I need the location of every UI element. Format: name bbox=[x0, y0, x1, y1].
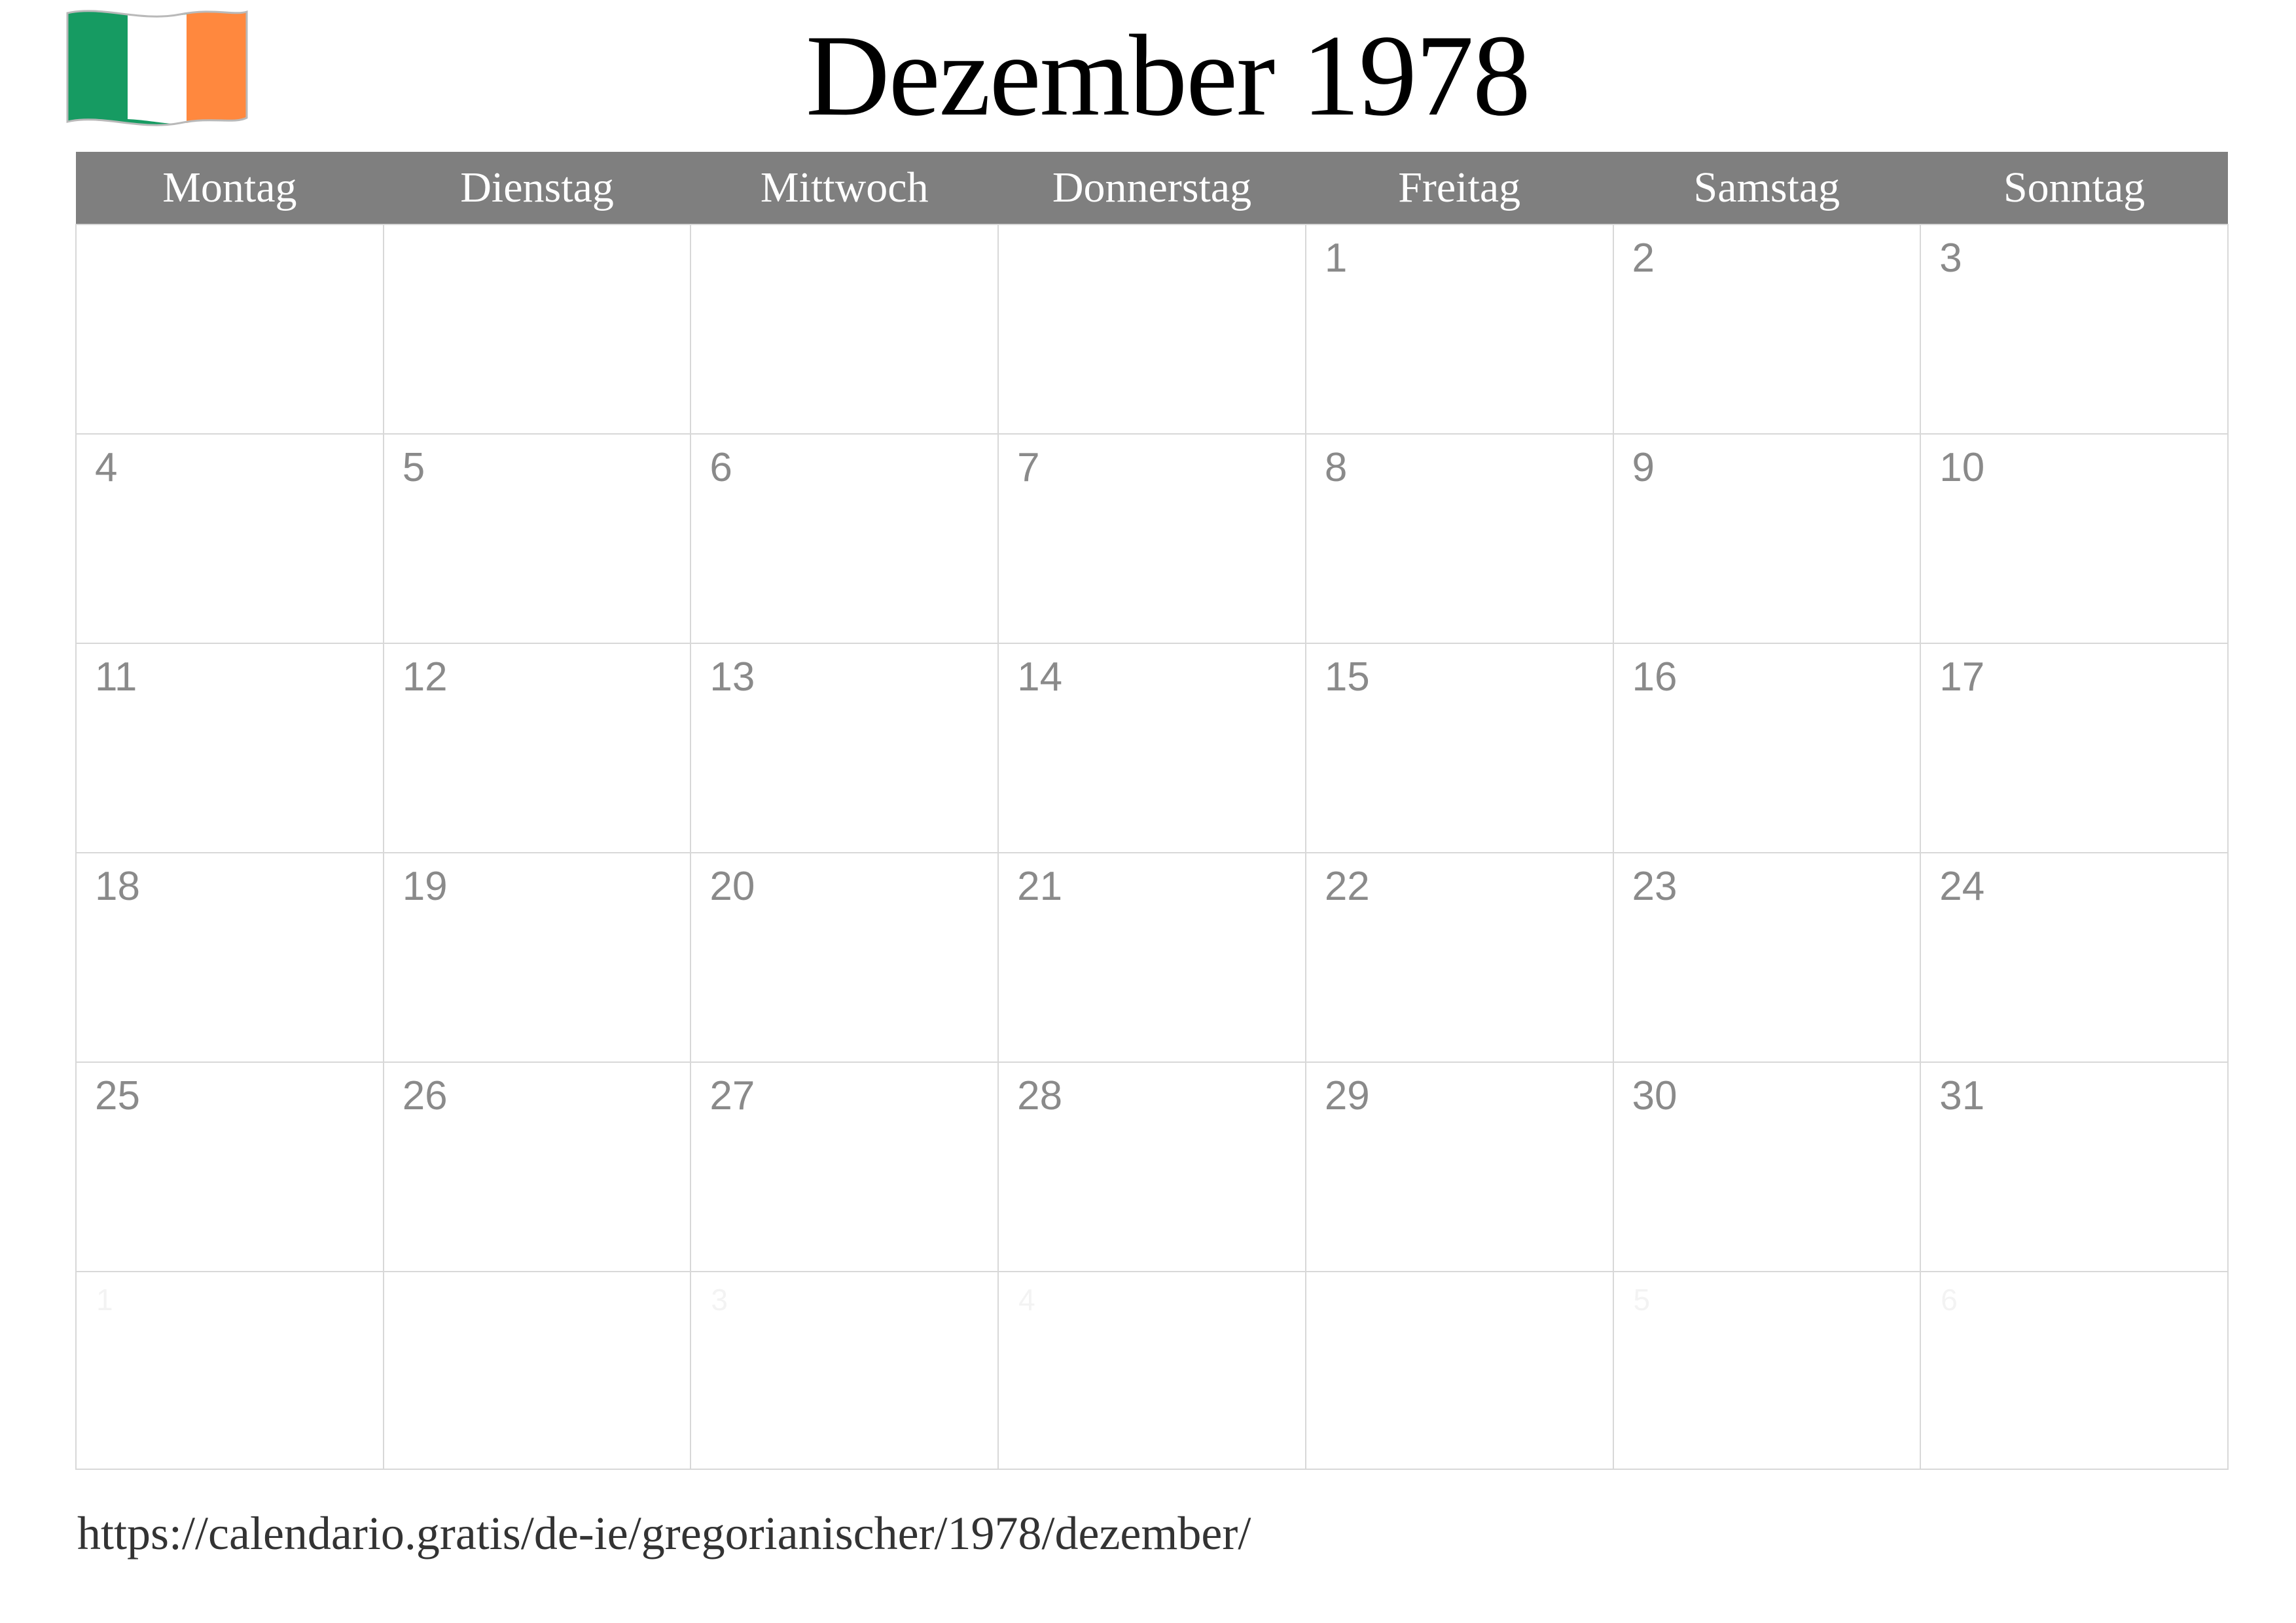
week-row bbox=[76, 853, 2228, 1062]
weekday-header-sunday: Sonntag bbox=[1920, 152, 2228, 224]
day-cell[interactable] bbox=[691, 853, 998, 1062]
day-cell[interactable] bbox=[1613, 643, 1921, 853]
day-number: 6 bbox=[709, 445, 732, 490]
day-number: 13 bbox=[709, 654, 755, 700]
weekday-header-row bbox=[76, 152, 2228, 224]
page-title: Dezember 1978 bbox=[806, 10, 1530, 140]
day-number: 28 bbox=[1017, 1073, 1063, 1118]
day-cell[interactable] bbox=[691, 643, 998, 853]
day-cell[interactable] bbox=[1613, 1062, 1921, 1272]
day-number bbox=[384, 225, 691, 237]
day-number: 7 bbox=[1017, 445, 1040, 490]
day-number: 3 bbox=[711, 1283, 728, 1317]
day-number: 31 bbox=[1939, 1073, 1985, 1118]
day-number: 24 bbox=[1939, 864, 1985, 909]
day-cell[interactable] bbox=[384, 1062, 691, 1272]
day-number: 23 bbox=[1632, 864, 1677, 909]
day-number: 2 bbox=[1632, 236, 1655, 281]
weekday-header-monday: Montag bbox=[76, 152, 384, 224]
day-number: 18 bbox=[95, 864, 140, 909]
day-number: 5 bbox=[1633, 1283, 1651, 1317]
day-cell[interactable] bbox=[76, 1062, 384, 1272]
week-row bbox=[76, 643, 2228, 853]
day-number: 27 bbox=[709, 1073, 755, 1118]
weekday-header-wednesday: Mittwoch bbox=[691, 152, 998, 224]
day-number: 14 bbox=[1017, 654, 1063, 700]
day-number bbox=[999, 225, 1305, 237]
day-number: 3 bbox=[1939, 236, 1962, 281]
source-url[interactable]: https://calendario.gratis/de-ie/gregorianischer/1978/dezember/ bbox=[77, 1507, 1251, 1560]
day-cell[interactable] bbox=[1920, 853, 2228, 1062]
day-cell[interactable] bbox=[1920, 1272, 2228, 1469]
day-cell[interactable] bbox=[691, 224, 998, 434]
day-number: 26 bbox=[402, 1073, 448, 1118]
day-cell[interactable] bbox=[998, 1272, 1306, 1469]
week-row bbox=[76, 434, 2228, 643]
day-number: 5 bbox=[402, 445, 425, 490]
day-number: 8 bbox=[1324, 445, 1348, 490]
day-number: 30 bbox=[1632, 1073, 1677, 1118]
day-cell[interactable] bbox=[998, 224, 1306, 434]
day-cell[interactable] bbox=[1306, 1272, 1613, 1469]
day-cell[interactable] bbox=[1306, 643, 1613, 853]
day-number: 1 bbox=[96, 1283, 113, 1317]
day-cell[interactable] bbox=[1613, 853, 1921, 1062]
day-cell[interactable] bbox=[384, 643, 691, 853]
day-cell[interactable] bbox=[76, 643, 384, 853]
week-row-faded bbox=[76, 1272, 2228, 1469]
day-number bbox=[1306, 1272, 1613, 1284]
day-cell[interactable] bbox=[76, 1272, 384, 1469]
day-number bbox=[384, 1272, 691, 1284]
weekday-header-friday: Freitag bbox=[1306, 152, 1613, 224]
day-cell[interactable] bbox=[1920, 643, 2228, 853]
day-number: 19 bbox=[402, 864, 448, 909]
weekday-header-tuesday: Dienstag bbox=[384, 152, 691, 224]
day-number: 11 bbox=[95, 654, 137, 700]
day-number: 15 bbox=[1324, 654, 1370, 700]
day-cell[interactable] bbox=[1306, 853, 1613, 1062]
day-cell[interactable] bbox=[998, 1062, 1306, 1272]
day-number: 10 bbox=[1939, 445, 1985, 490]
day-cell[interactable] bbox=[1613, 224, 1921, 434]
day-number: 12 bbox=[402, 654, 448, 700]
page-header bbox=[0, 0, 2296, 151]
day-number: 21 bbox=[1017, 864, 1063, 909]
day-cell[interactable] bbox=[1613, 1272, 1921, 1469]
day-cell[interactable] bbox=[384, 1272, 691, 1469]
day-number: 17 bbox=[1939, 654, 1985, 700]
day-cell[interactable] bbox=[1920, 224, 2228, 434]
day-cell[interactable] bbox=[1306, 1062, 1613, 1272]
day-cell[interactable] bbox=[1613, 434, 1921, 643]
day-cell[interactable] bbox=[384, 224, 691, 434]
weekday-header-thursday: Donnerstag bbox=[998, 152, 1306, 224]
day-number: 22 bbox=[1324, 864, 1370, 909]
week-row bbox=[76, 224, 2228, 434]
day-cell[interactable] bbox=[1920, 434, 2228, 643]
day-cell[interactable] bbox=[691, 1272, 998, 1469]
day-number: 9 bbox=[1632, 445, 1655, 490]
day-cell[interactable] bbox=[691, 434, 998, 643]
day-cell[interactable] bbox=[998, 853, 1306, 1062]
day-number: 6 bbox=[1941, 1283, 1958, 1317]
day-number: 29 bbox=[1324, 1073, 1370, 1118]
week-row bbox=[76, 1062, 2228, 1272]
day-cell[interactable] bbox=[1306, 224, 1613, 434]
ireland-flag-icon bbox=[62, 5, 252, 133]
day-cell[interactable] bbox=[76, 853, 384, 1062]
day-cell[interactable] bbox=[384, 853, 691, 1062]
day-cell[interactable] bbox=[1920, 1062, 2228, 1272]
day-number: 16 bbox=[1632, 654, 1677, 700]
day-number: 20 bbox=[709, 864, 755, 909]
day-number bbox=[77, 225, 383, 237]
day-number: 1 bbox=[1324, 236, 1348, 281]
day-cell[interactable] bbox=[691, 1062, 998, 1272]
day-cell[interactable] bbox=[1306, 434, 1613, 643]
day-number: 4 bbox=[1018, 1283, 1035, 1317]
day-cell[interactable] bbox=[76, 224, 384, 434]
day-cell[interactable] bbox=[76, 434, 384, 643]
month-calendar bbox=[75, 152, 2229, 1470]
weekday-header-saturday: Samstag bbox=[1613, 152, 1921, 224]
day-number bbox=[691, 225, 997, 237]
day-number: 4 bbox=[95, 445, 118, 490]
day-cell[interactable] bbox=[998, 643, 1306, 853]
day-cell[interactable] bbox=[998, 434, 1306, 643]
day-number: 25 bbox=[95, 1073, 140, 1118]
day-cell[interactable] bbox=[384, 434, 691, 643]
